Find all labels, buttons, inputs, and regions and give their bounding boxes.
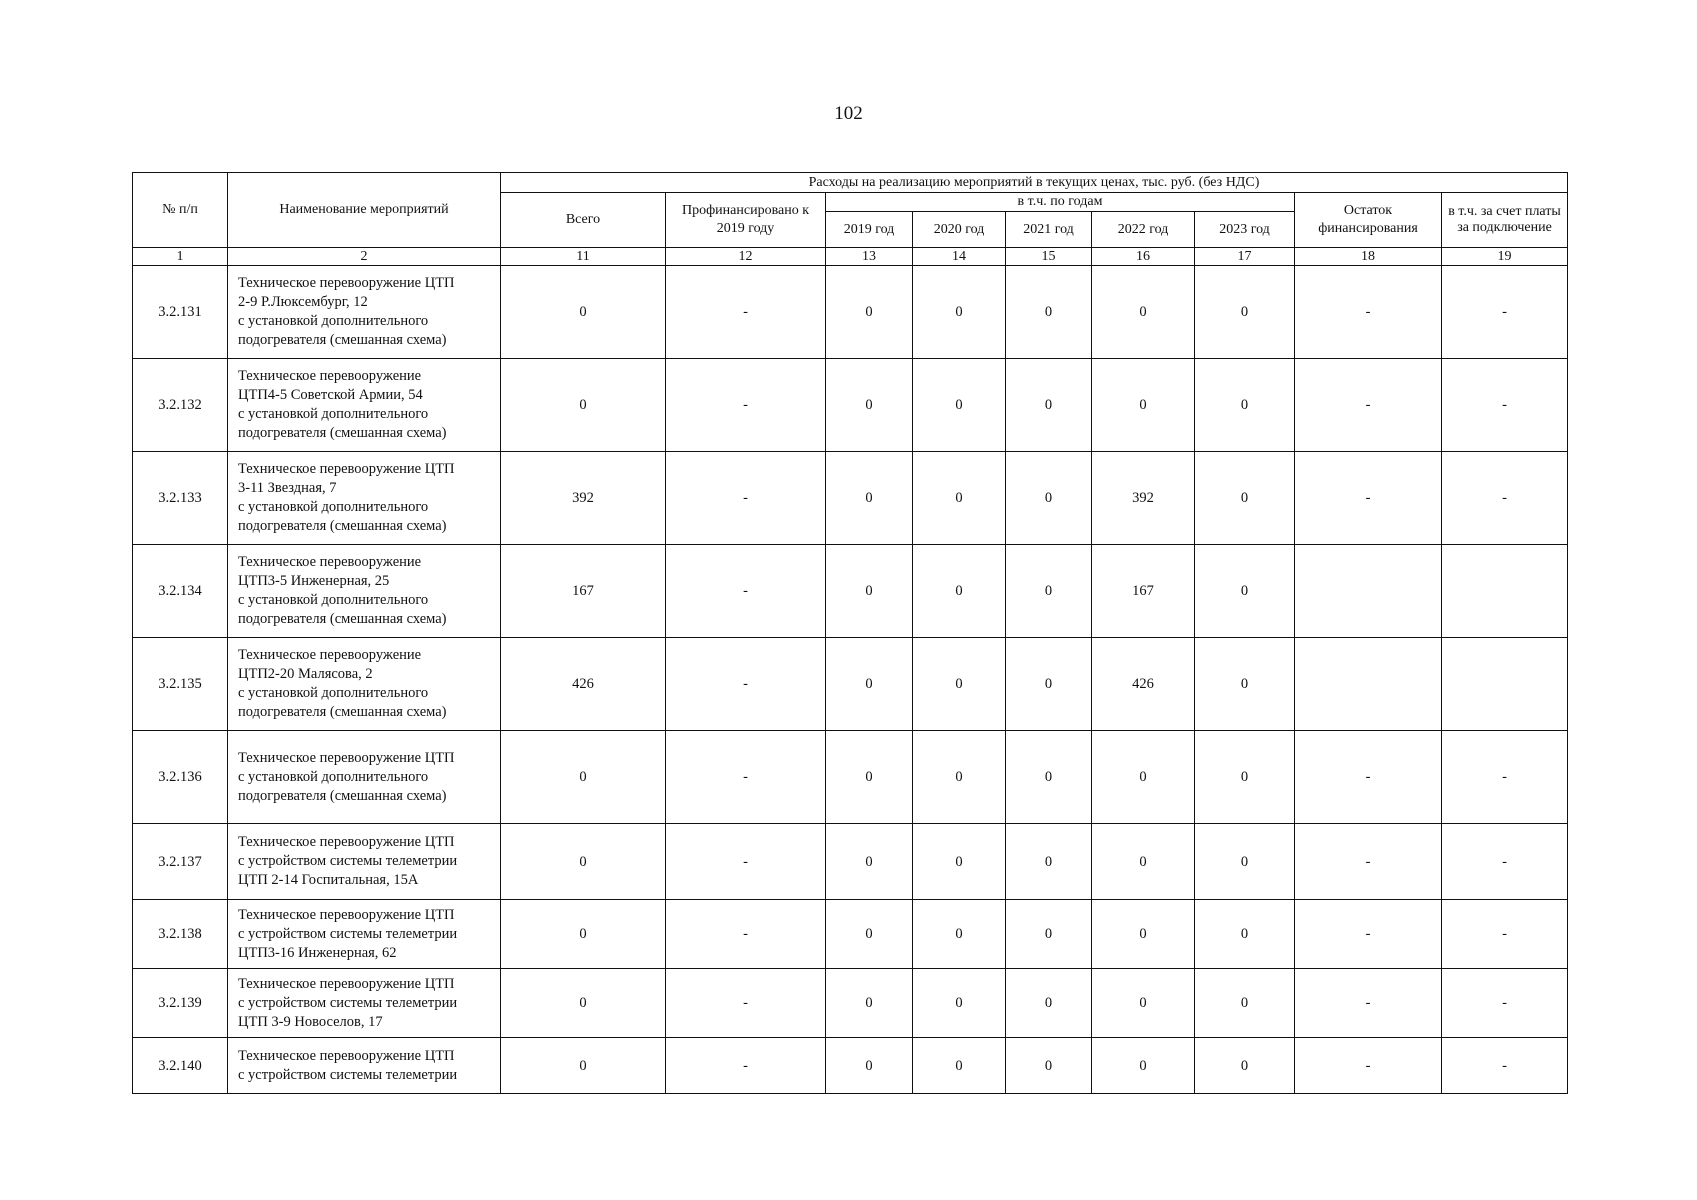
row-name-line: Техническое перевооружение ЦТП [238, 834, 455, 850]
row-name [228, 266, 501, 359]
table-row [133, 1038, 1568, 1094]
cell-y2020: 0 [913, 1038, 1006, 1094]
cell-connection: - [1442, 1038, 1568, 1094]
column-number: 15 [1006, 248, 1092, 266]
cell-connection: - [1442, 824, 1568, 900]
row-name-line: Техническое перевооружение ЦТП [238, 975, 455, 992]
row-name [228, 359, 501, 452]
cell-y2022: 0 [1092, 969, 1195, 1038]
cell-y2019: 0 [826, 824, 913, 900]
cell-connection: - [1442, 359, 1568, 452]
row-name-line: подогревателя (смешанная схема) [238, 425, 447, 441]
column-number: 18 [1295, 248, 1442, 266]
cell-remainder: - [1295, 1038, 1442, 1094]
cell-total: 0 [501, 900, 666, 969]
cell-financed: - [666, 1038, 826, 1094]
cell-connection: - [1442, 266, 1568, 359]
cell-y2023: 0 [1195, 638, 1295, 731]
row-code: 3.2.137 [133, 824, 228, 900]
cell-y2019: 0 [826, 969, 913, 1038]
row-code: 3.2.133 [133, 452, 228, 545]
row-name-line: ЦТП3-16 Инженерная, 62 [238, 944, 397, 961]
table-row [133, 545, 1568, 638]
cell-total: 392 [501, 452, 666, 545]
row-name [228, 545, 501, 638]
row-name-line: Техническое перевооружение ЦТП [238, 1047, 455, 1064]
column-number: 13 [826, 248, 913, 266]
row-name-line: Техническое перевооружение ЦТП [238, 749, 455, 766]
row-code: 3.2.132 [133, 359, 228, 452]
row-name [228, 1038, 501, 1094]
row-name [228, 452, 501, 545]
cell-y2020: 0 [913, 731, 1006, 824]
table-row [133, 452, 1568, 545]
row-name-line: ЦТП 3-9 Новоселов, 17 [238, 1013, 383, 1030]
cell-y2021: 0 [1006, 1038, 1092, 1094]
column-number: 16 [1092, 248, 1195, 266]
cell-y2022: 0 [1092, 266, 1195, 359]
cell-y2023: 0 [1195, 266, 1295, 359]
column-number: 2 [228, 248, 501, 266]
cell-y2020: 0 [913, 452, 1006, 545]
row-name-line: с установкой дополнительного [238, 592, 429, 608]
row-name-line: Техническое перевооружение [238, 554, 422, 570]
header-year-2021: 2021 год [1006, 212, 1092, 248]
row-name-line: с устройством системы телеметрии [238, 925, 458, 942]
cell-financed: - [666, 731, 826, 824]
cell-y2021: 0 [1006, 545, 1092, 638]
cell-total: 426 [501, 638, 666, 731]
row-name-line: Техническое перевооружение ЦТП [238, 275, 455, 291]
cell-financed: - [666, 266, 826, 359]
cell-y2021: 0 [1006, 452, 1092, 545]
cell-y2022: 0 [1092, 1038, 1195, 1094]
header-remainder: Остаток финансирования [1295, 193, 1442, 248]
header-year-2022: 2022 год [1092, 212, 1195, 248]
row-name-line: Техническое перевооружение ЦТП [238, 461, 455, 477]
cell-y2019: 0 [826, 545, 913, 638]
cell-y2020: 0 [913, 359, 1006, 452]
row-name [228, 900, 501, 969]
cell-total: 0 [501, 266, 666, 359]
row-name-line: с установкой дополнительного [238, 685, 429, 701]
cell-remainder: - [1295, 900, 1442, 969]
cell-total: 0 [501, 824, 666, 900]
row-name-line: с установкой дополнительного [238, 768, 429, 785]
cell-connection: - [1442, 900, 1568, 969]
column-number: 1 [133, 248, 228, 266]
cell-y2022: 392 [1092, 452, 1195, 545]
header-year-2019: 2019 год [826, 212, 913, 248]
cell-y2020: 0 [913, 638, 1006, 731]
row-name-line: Техническое перевооружение [238, 368, 422, 384]
header-year-2020: 2020 год [913, 212, 1006, 248]
cell-connection [1442, 638, 1568, 731]
row-name-line: подогревателя (смешанная схема) [238, 332, 447, 348]
cell-y2023: 0 [1195, 824, 1295, 900]
table-header [133, 173, 1568, 266]
cell-y2020: 0 [913, 900, 1006, 969]
row-name-line: с устройством системы телеметрии [238, 994, 458, 1011]
row-code: 3.2.131 [133, 266, 228, 359]
cell-y2021: 0 [1006, 359, 1092, 452]
cell-y2023: 0 [1195, 545, 1295, 638]
row-name [228, 638, 501, 731]
cell-remainder: - [1295, 359, 1442, 452]
row-name [228, 969, 501, 1038]
row-code: 3.2.140 [133, 1038, 228, 1094]
cell-y2019: 0 [826, 359, 913, 452]
header-name: Наименование мероприятий [228, 173, 501, 248]
row-name [228, 731, 501, 824]
cell-y2020: 0 [913, 266, 1006, 359]
cell-y2021: 0 [1006, 824, 1092, 900]
cell-total: 0 [501, 969, 666, 1038]
row-name-line: подогревателя (смешанная схема) [238, 787, 447, 804]
cell-y2022: 0 [1092, 731, 1195, 824]
header-financed: Профинансировано к 2019 году [666, 193, 826, 248]
column-number: 17 [1195, 248, 1295, 266]
cell-y2019: 0 [826, 266, 913, 359]
cell-financed: - [666, 638, 826, 731]
header-total: Всего [501, 193, 666, 248]
cell-connection: - [1442, 969, 1568, 1038]
cell-y2022: 0 [1092, 359, 1195, 452]
row-name-line: ЦТП 2-14 Госпитальная, 15А [238, 872, 419, 888]
column-number-row [133, 248, 1568, 266]
cell-total: 0 [501, 731, 666, 824]
row-name-line: Техническое перевооружение [238, 647, 422, 663]
column-number: 11 [501, 248, 666, 266]
cell-y2023: 0 [1195, 1038, 1295, 1094]
cell-financed: - [666, 969, 826, 1038]
cell-y2020: 0 [913, 824, 1006, 900]
cell-y2022: 167 [1092, 545, 1195, 638]
cell-connection: - [1442, 731, 1568, 824]
cell-y2023: 0 [1195, 731, 1295, 824]
table-row [133, 900, 1568, 969]
row-name-line: подогревателя (смешанная схема) [238, 518, 447, 534]
cell-connection [1442, 545, 1568, 638]
cell-remainder: - [1295, 452, 1442, 545]
cell-total: 0 [501, 359, 666, 452]
header-year-2023: 2023 год [1195, 212, 1295, 248]
row-code: 3.2.134 [133, 545, 228, 638]
column-number: 12 [666, 248, 826, 266]
cell-financed: - [666, 359, 826, 452]
row-name-line: ЦТП3-5 Инженерная, 25 [238, 573, 390, 589]
cell-y2023: 0 [1195, 900, 1295, 969]
cell-y2022: 0 [1092, 824, 1195, 900]
row-name-line: с установкой дополнительного [238, 313, 429, 329]
row-code: 3.2.135 [133, 638, 228, 731]
cell-y2019: 0 [826, 638, 913, 731]
cell-remainder [1295, 638, 1442, 731]
header-connection: в т.ч. за счет платы за подключение [1442, 193, 1568, 248]
cell-y2021: 0 [1006, 731, 1092, 824]
table-body [133, 266, 1568, 1094]
header-by-years: в т.ч. по годам [826, 193, 1295, 212]
row-name-line: с установкой дополнительного [238, 406, 429, 422]
row-name-line: с устройством системы телеметрии [238, 853, 458, 869]
cell-remainder: - [1295, 731, 1442, 824]
row-name-line: 3-11 Звездная, 7 [238, 480, 337, 496]
cell-y2019: 0 [826, 452, 913, 545]
cell-y2020: 0 [913, 545, 1006, 638]
cell-y2021: 0 [1006, 900, 1092, 969]
cell-y2019: 0 [826, 731, 913, 824]
expenses-table [132, 172, 1568, 1094]
header-expenses-title: Расходы на реализацию мероприятий в текущих ценах, тыс. руб. (без НДС) [501, 173, 1568, 193]
table-row [133, 969, 1568, 1038]
row-name-line: подогревателя (смешанная схема) [238, 611, 447, 627]
cell-y2021: 0 [1006, 266, 1092, 359]
cell-total: 167 [501, 545, 666, 638]
cell-y2023: 0 [1195, 452, 1295, 545]
row-name-line: Техническое перевооружение ЦТП [238, 906, 455, 923]
cell-y2021: 0 [1006, 638, 1092, 731]
table-row [133, 266, 1568, 359]
cell-y2019: 0 [826, 900, 913, 969]
row-name-line: ЦТП2-20 Малясова, 2 [238, 666, 373, 682]
cell-y2021: 0 [1006, 969, 1092, 1038]
column-number: 14 [913, 248, 1006, 266]
table-row [133, 824, 1568, 900]
cell-connection: - [1442, 452, 1568, 545]
row-name-line: ЦТП4-5 Советской Армии, 54 [238, 387, 423, 403]
cell-remainder [1295, 545, 1442, 638]
cell-remainder: - [1295, 824, 1442, 900]
row-code: 3.2.136 [133, 731, 228, 824]
page-number: 102 [834, 103, 863, 124]
cell-y2022: 0 [1092, 900, 1195, 969]
cell-remainder: - [1295, 266, 1442, 359]
row-code: 3.2.139 [133, 969, 228, 1038]
cell-remainder: - [1295, 969, 1442, 1038]
row-name-line: с установкой дополнительного [238, 499, 429, 515]
cell-financed: - [666, 824, 826, 900]
cell-y2019: 0 [826, 1038, 913, 1094]
cell-y2023: 0 [1195, 969, 1295, 1038]
cell-financed: - [666, 452, 826, 545]
cell-y2023: 0 [1195, 359, 1295, 452]
column-number: 19 [1442, 248, 1568, 266]
table-row [133, 731, 1568, 824]
cell-financed: - [666, 900, 826, 969]
cell-y2022: 426 [1092, 638, 1195, 731]
cell-total: 0 [501, 1038, 666, 1094]
header-no: № п/п [133, 173, 228, 248]
table-row [133, 359, 1568, 452]
cell-y2020: 0 [913, 969, 1006, 1038]
table-row [133, 638, 1568, 731]
row-name-line: 2-9 Р.Люксембург, 12 [238, 294, 368, 310]
row-name-line: с устройством системы телеметрии [238, 1066, 458, 1083]
row-name-line: подогревателя (смешанная схема) [238, 704, 447, 720]
row-name [228, 824, 501, 900]
row-code: 3.2.138 [133, 900, 228, 969]
cell-financed: - [666, 545, 826, 638]
